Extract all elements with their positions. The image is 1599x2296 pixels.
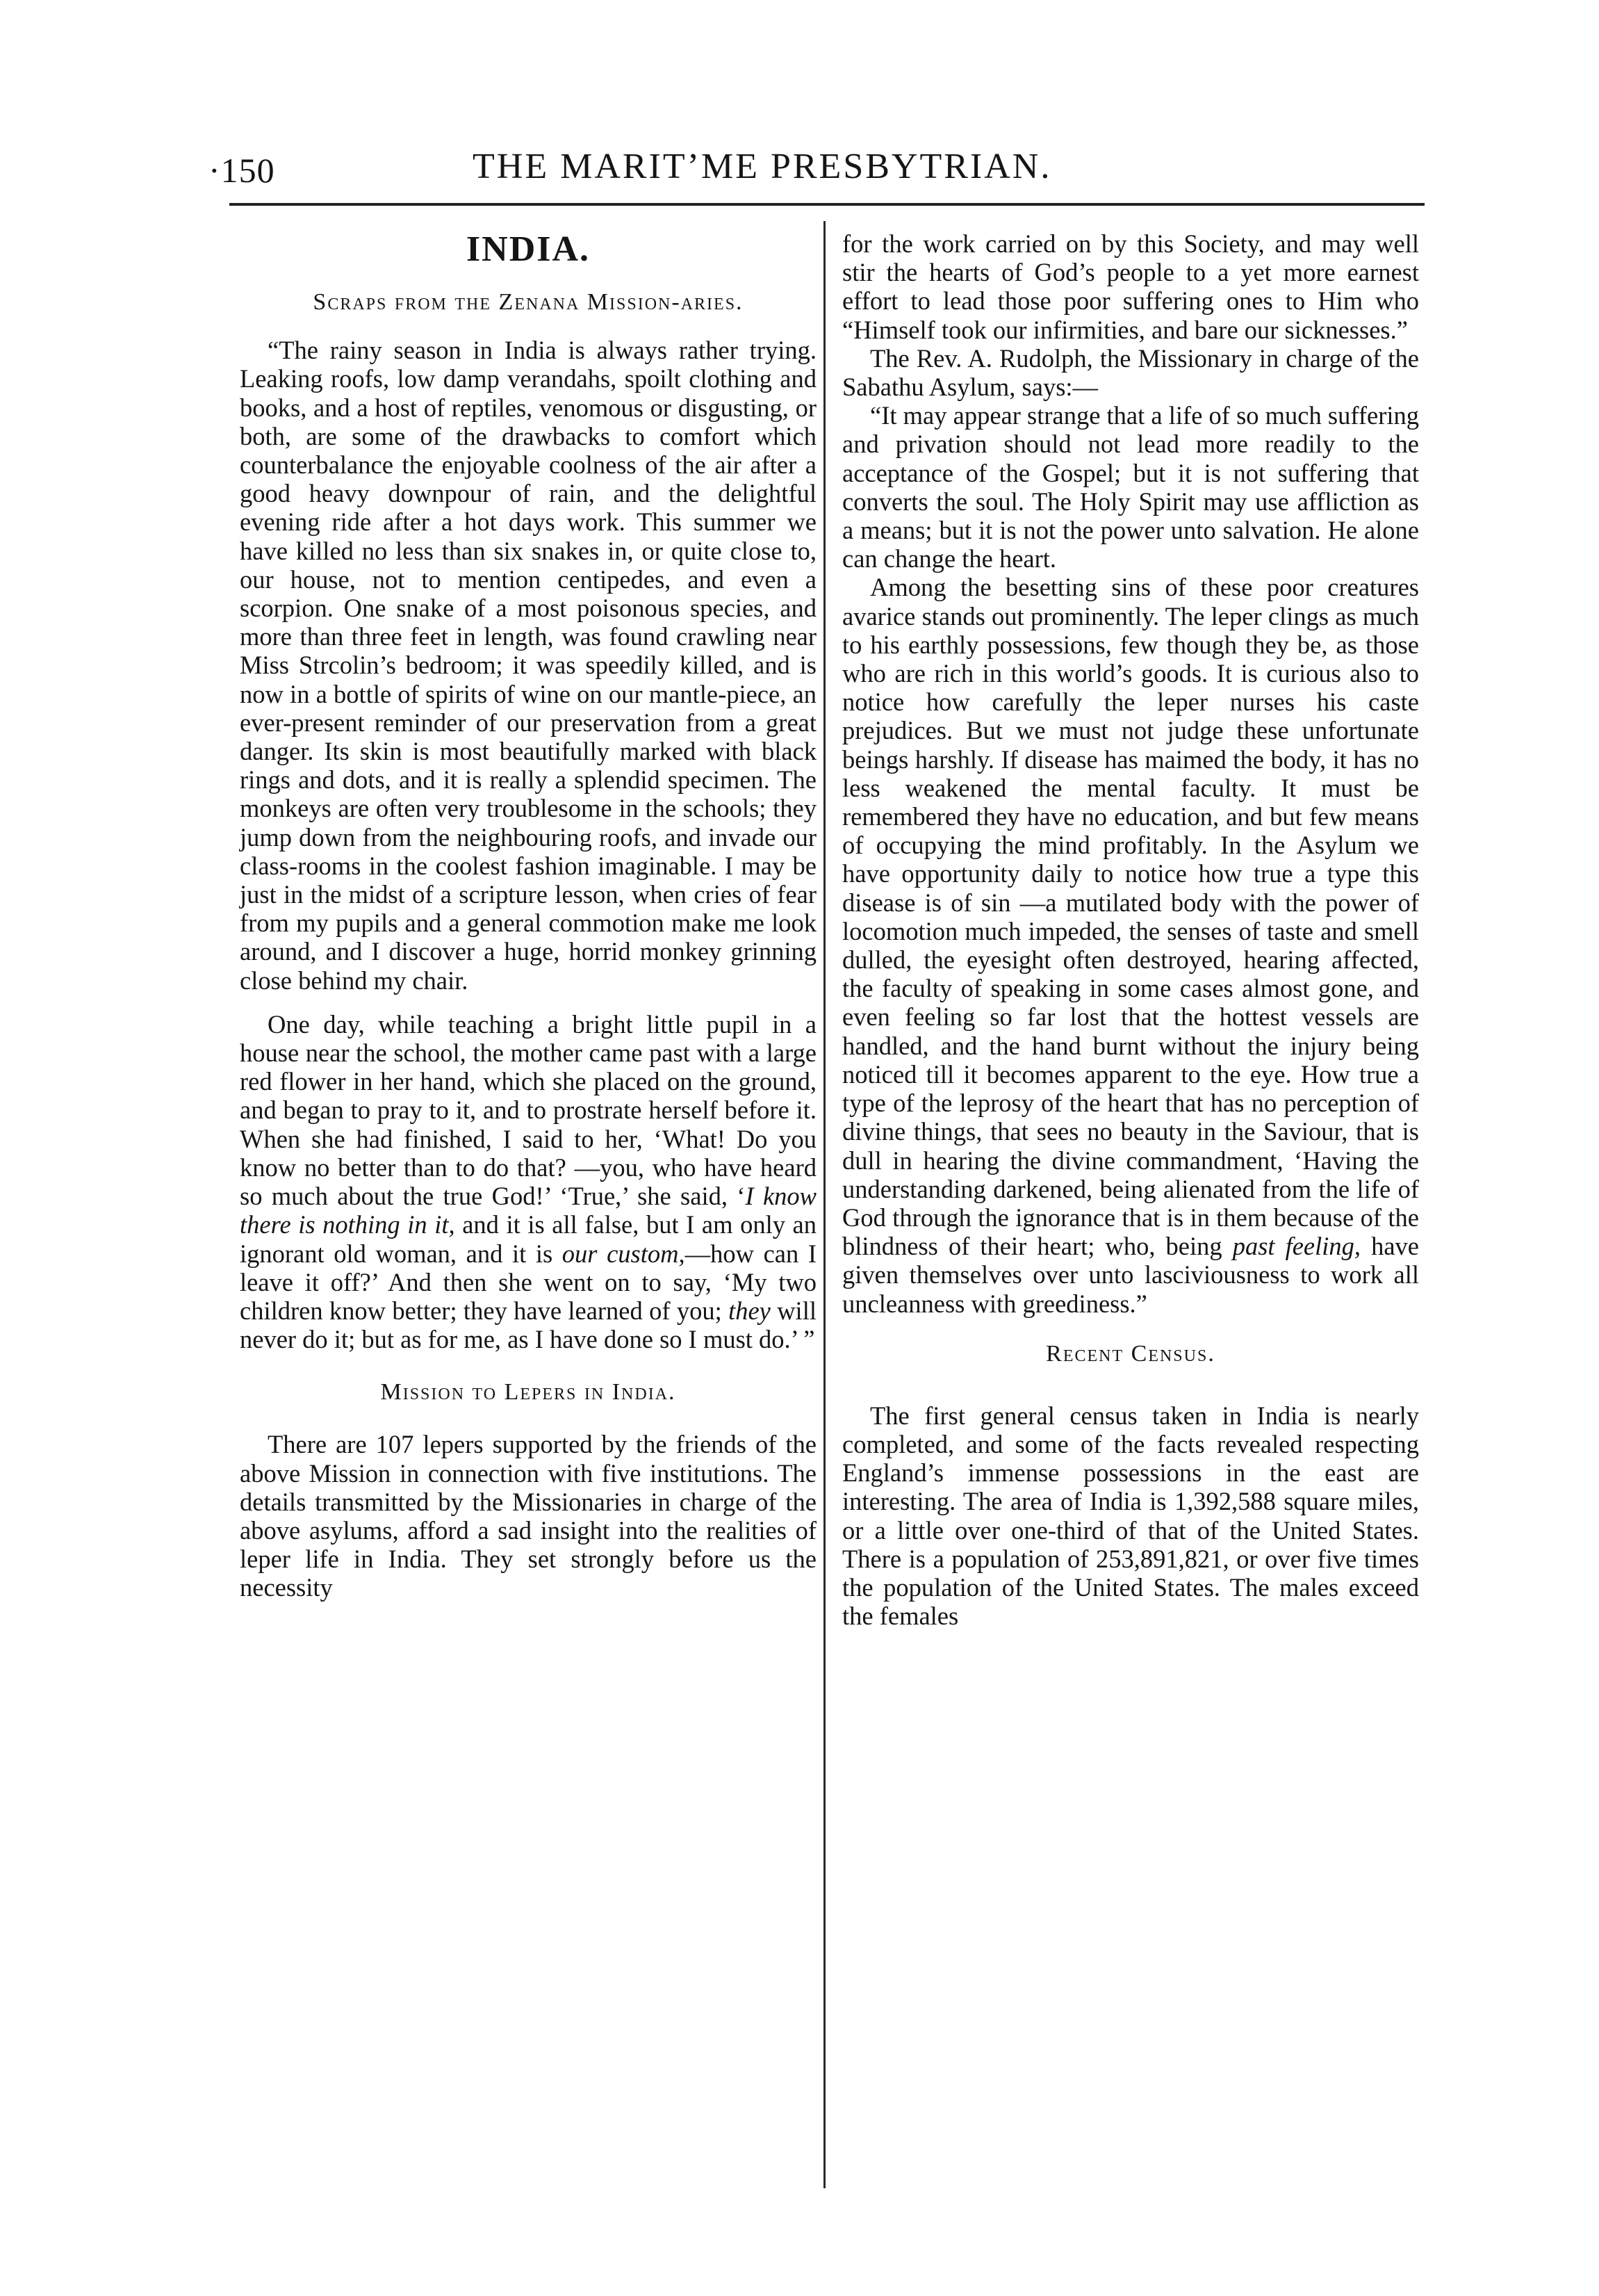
page-number: ·150	[208, 151, 275, 190]
right-column	[842, 229, 1419, 1630]
subhead-zenana: Scraps from the Zenana Mission-aries.	[313, 289, 744, 316]
italic-run: our custom,	[561, 1239, 685, 1268]
header-rule	[229, 203, 1425, 206]
paragraph-rudolph: The Rev. A. Rudolph, the Missionary in charge of the Sabathu Asylum, says:—	[842, 343, 1419, 402]
italic-run: I know there is nothing in it,	[240, 1182, 817, 1239]
running-title: THE MARIT’ME PRESBYTRIAN.	[473, 147, 1052, 186]
paragraph-lepers: There are 107 lepers supported by the friends of the above Mission in connection with five institutions. The details transmitted by the Missionaries in charge of the above asylums, afford a sad insight into the realities of leper life in India. They set strongly before us the necessity	[240, 1430, 817, 1602]
paragraph-red-flower	[240, 1010, 817, 1353]
text-run: —how can I leave it off?’ And then she went on to say, ‘My two children know better; they have learned of you;	[240, 1239, 817, 1325]
left-column	[240, 229, 817, 1602]
paragraph-census: The first general census taken in India is nearly completed, and some of the facts revealed respecting England’s immense possessions in the east are interesting. The area of India is 1,392,588 square miles, or a little over one-third of that of the United States. There is a population of 253,891,821, or over five times the population of the United States. The males exceed the females	[842, 1401, 1419, 1631]
text-run: One day, while teaching a bright little pupil in a house near the school, the mother came past with a large red flower in her hand, which she placed on the ground, and began to pray to it, and to prostrate herself before it. When she had finished, I said to her, ‘What! Do you know no better than to do that? —you, who have heard so much about the true God!’ ‘True,’ she said, ‘	[240, 1009, 817, 1211]
column-divider	[823, 221, 826, 2188]
paragraph-continued: for the work carried on by this Society, and may well stir the hearts of God’s people to a yet more earnest effort to lead those poor suffering ones to Him who “Himself took our infirmities, and bare our sicknesses.”	[842, 229, 1419, 344]
subhead-census: Recent Census.	[1046, 1340, 1215, 1367]
text-run: and it is all false, but I am only an ignorant old woman, and it is	[240, 1210, 817, 1268]
paragraph-suffering: “It may appear strange that a life of so much suffering and privation should not lead more readily to the acceptance of the Gospel; but it is not suffering that converts the soul. The Holy Spirit may use affliction as a means; but it is not the power unto salvation. He alone can change the heart.	[842, 401, 1419, 573]
text-run: will never do it; but as for me, as I have done so I must do.’ ”	[240, 1296, 817, 1354]
text-run: Among the besetting sins of these poor creatures avarice stands out prominently. The leper clings as much to his earthly possessions, few though they be, as those who are rich in this world’s goods. It is curious also to notice how carefully the leper nurses his caste prejudices. But we must not judge these unfortunate beings harshly. If disease has maimed the body, it has no less weakened the mental faculty. It must be remembered they have no education, and but few means of occupying the mind profitably. In the Asylum we have opportunity daily to notice how true a type this disease is of sin —a mutilated body with the power of locomotion much impeded, the senses of taste and smell dulled, the eyesight often destroyed, hearing affected, the faculty of speaking in some cases almost gone, and even feeling so far lost that the hottest vessels are handled, and the hand burnt without the injury being noticed till it becomes apparent to the eye. How true a type of the leprosy of the heart that has no perception of divine things, that sees no beauty in the Saviour, that is dull in hearing the divine commandment, ‘Having the understanding darkened, being alienated from the life of God through the ignorance that is in them because of the blindness of their heart; who, being	[842, 573, 1419, 1261]
page-header	[208, 146, 1418, 195]
section-title: INDIA.	[466, 229, 591, 269]
text-run: have given themselves over unto lasciviousness to work all uncleanness with greediness.”	[842, 1232, 1420, 1318]
italic-run: they	[728, 1296, 771, 1325]
italic-run: past feeling,	[1232, 1232, 1361, 1261]
paragraph-besetting-sins	[842, 573, 1419, 1317]
paragraph-rainy-season: “The rainy season in India is always rather trying. Leaking roofs, low damp verandahs, spoilt clothing and books, and a host of reptiles, venomous or disgusting, or both, are some of the drawbacks to comfort which counterbalance the enjoyable coolness of the air after a good heavy downpour of rain, and the delightful evening ride after a hot days work. This summer we have killed no less than six snakes in, or quite close to, our house, not to mention centipedes, and even a scorpion. One snake of a most poisonous species, and more than three feet in length, was found crawling near Miss Strcolin’s bedroom; it was speedily killed, and is now in a bottle of spirits of wine on our mantle-piece, an ever-present reminder of our preservation from a great danger. Its skin is most beautifully marked with black rings and dots, and it is really a splendid specimen. The monkeys are often very troublesome in the schools; they jump down from the neighbouring roofs, and invade our class-rooms in the coolest fashion imaginable. I may be just in the midst of a scripture lesson, when cries of fear from my pupils and a general commotion make me look around, and I discover a huge, horrid monkey grinning close behind my chair.	[240, 336, 817, 995]
subhead-lepers: Mission to Lepers in India.	[380, 1379, 676, 1406]
